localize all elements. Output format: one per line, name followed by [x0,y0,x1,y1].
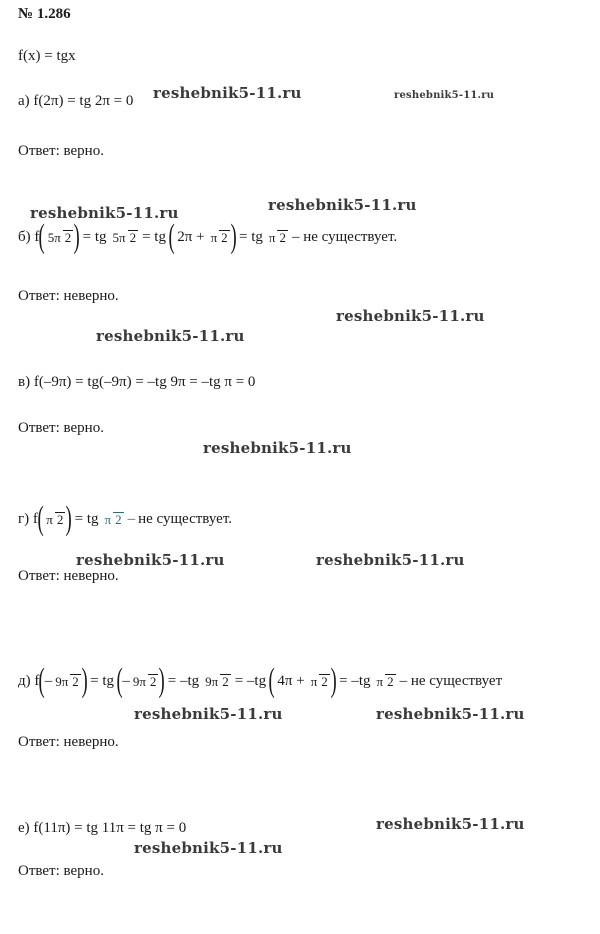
part-a-equation: а) f(2π) = tg 2π = 0 [18,93,134,109]
denominator: 2 [279,229,286,245]
equals-tg: = tg [74,510,99,527]
paren-close: ) [81,662,88,699]
part-d-conclusion: – не существует [399,672,503,689]
fraction [267,230,288,245]
denominator: 2 [72,673,79,689]
function-definition: f(x) = tgx [18,48,76,64]
watermark: reshebnik5-11.ru [376,815,525,833]
fraction [103,512,124,527]
numerator: π [210,229,218,245]
fraction [209,230,230,245]
fraction [203,674,231,689]
part-b-equation [18,218,400,255]
denominator: 2 [222,673,229,689]
fraction [131,674,159,689]
paren-open: ( [37,500,44,537]
part-v-answer: Ответ: верно. [18,420,104,436]
fraction [53,674,81,689]
denominator: 2 [387,673,394,689]
watermark: reshebnik5-11.ru [203,439,352,457]
numerator: π [310,673,318,689]
denominator: 2 [115,511,122,527]
part-g-label: г) f [18,510,38,527]
denominator: 2 [321,673,328,689]
part-e-answer: Ответ: верно. [18,863,104,879]
numerator: 9π [132,673,146,689]
watermark: reshebnik5-11.ru [394,90,495,101]
paren-close: ) [330,662,337,699]
numerator: π [376,673,384,689]
part-d-answer: Ответ: неверно. [18,734,119,750]
denominator: 2 [56,511,64,527]
part-v-equation: в) f(–9π) = tg(–9π) = –tg 9π = –tg π = 0 [18,374,256,390]
part-e-equation: е) f(11π) = tg 11π = tg π = 0 [18,820,187,836]
equals-minus-tg: = –tg [234,672,267,689]
part-b-answer: Ответ: неверно. [18,288,119,304]
part-g-answer: Ответ: неверно. [18,568,119,584]
equals-minus-tg: = –tg [167,672,200,689]
paren-open: ( [38,662,46,699]
paren-open: ( [116,662,123,699]
watermark: reshebnik5-11.ru [134,705,283,723]
equals-tg: = tg [82,228,107,245]
watermark: reshebnik5-11.ru [336,307,485,325]
inner-sum: 4π + [277,672,305,689]
minus-sign: – [122,672,130,689]
numerator: 9π [55,673,69,689]
part-g-equation [18,500,233,537]
inner-sum: 2π + [177,228,205,245]
part-b-conclusion: – не существует. [291,228,398,245]
numerator: π [104,511,112,527]
equals-tg: = tg [142,228,166,245]
denominator: 2 [221,229,228,245]
fraction [111,230,139,245]
watermark: reshebnik5-11.ru [268,196,417,214]
watermark: reshebnik5-11.ru [96,327,245,345]
watermark: reshebnik5-11.ru [376,705,525,723]
paren-close: ) [65,500,73,537]
equals-minus-tg: = –tg [339,672,371,689]
equals-tg: = tg [239,228,263,245]
part-d-equation [18,662,505,699]
paren-open: ( [168,218,175,255]
denominator: 2 [129,229,137,245]
numerator: 9π [205,673,219,689]
numerator: π [268,229,276,245]
fraction [44,512,65,527]
watermark: reshebnik5-11.ru [134,839,283,857]
watermark: reshebnik5-11.ru [153,84,302,102]
paren-close: ) [230,218,237,255]
fraction [46,230,74,245]
denominator: 2 [149,673,157,689]
paren-close: ) [158,662,166,699]
fraction [375,674,396,689]
minus-sign: – [44,672,53,689]
numerator: 5π [112,229,126,245]
part-d-label: д) f [18,672,40,689]
paren-open: ( [38,218,46,255]
fraction [309,674,330,689]
watermark: reshebnik5-11.ru [76,551,225,569]
part-g-conclusion: не существует. [138,510,233,527]
watermark: reshebnik5-11.ru [30,204,179,222]
part-b-label: б) f [18,228,40,245]
problem-number: № 1.286 [18,6,71,22]
watermark: reshebnik5-11.ru [316,551,465,569]
dash: – [127,510,136,527]
numerator: π [46,511,53,527]
numerator: 5π [47,229,61,245]
paren-close: ) [73,218,81,255]
denominator: 2 [64,229,72,245]
equals-tg: = tg [90,672,114,689]
paren-open: ( [268,662,275,699]
part-a-answer: Ответ: верно. [18,143,104,159]
